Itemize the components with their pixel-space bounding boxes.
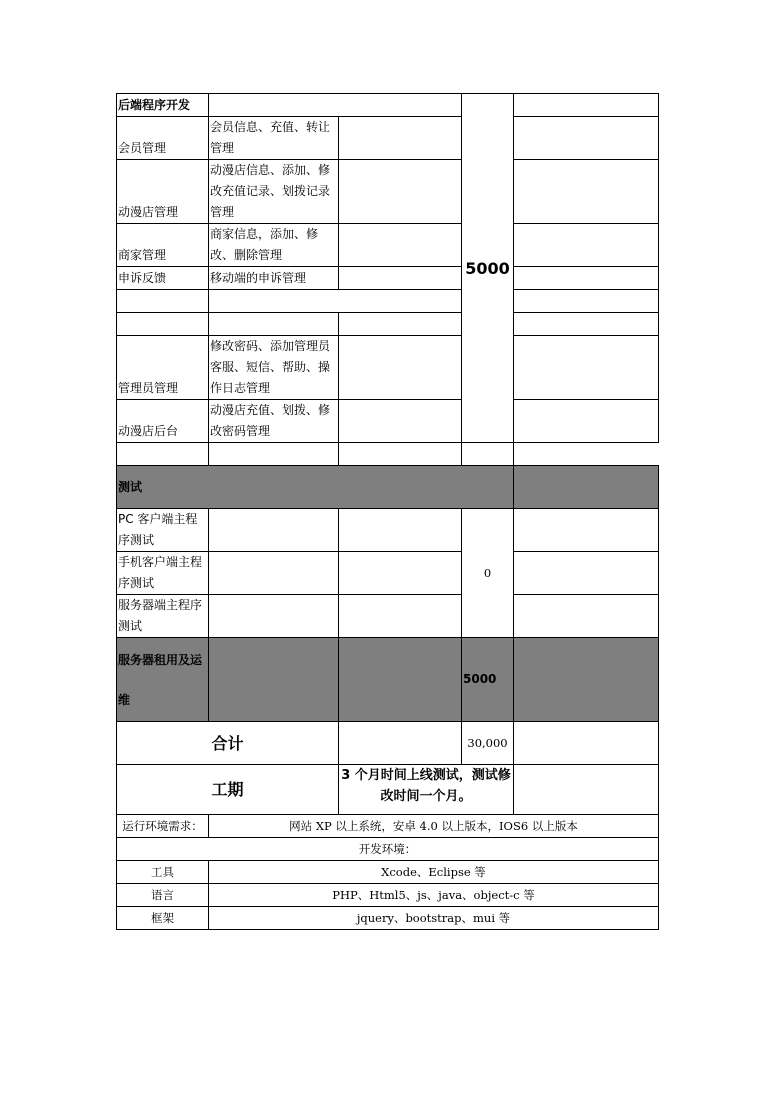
env-value: jquery、bootstrap、mui 等	[209, 907, 659, 930]
duration-label: 工期	[117, 765, 339, 815]
table-row	[117, 861, 659, 884]
item-name: 会员管理	[117, 117, 209, 160]
dev-env-label: 开发环境：	[117, 838, 659, 861]
env-label: 工具	[117, 861, 209, 884]
total-label: 合计	[117, 722, 339, 765]
section-price: 0	[462, 509, 514, 638]
table-row	[117, 313, 659, 336]
total-value: 30,000	[462, 722, 514, 765]
table-row	[117, 765, 659, 815]
table-row	[117, 815, 659, 838]
table-row	[117, 466, 659, 509]
section-title: 后端程序开发	[117, 94, 209, 117]
item-detail: 修改密码、添加管理员客服、短信、帮助、操作日志管理	[209, 336, 339, 400]
item-name: 动漫店管理	[117, 160, 209, 224]
item-name: 动漫店后台	[117, 400, 209, 443]
env-label: 框架	[117, 907, 209, 930]
runtime-value: 网站 XP 以上系统，安卓 4.0 以上版本，IOS6 以上版本	[209, 815, 659, 838]
duration-value: 3 个月时间上线测试，测试修改时间一个月。	[339, 765, 514, 815]
env-label: 语言	[117, 884, 209, 907]
table-row	[117, 94, 659, 117]
table-row	[117, 336, 659, 400]
item-detail: 会员信息、充值、转让管理	[209, 117, 339, 160]
env-value: PHP、Html5、js、java、object-c 等	[209, 884, 659, 907]
table-row	[117, 400, 659, 443]
table-row	[117, 838, 659, 861]
item-name: 手机客户端主程序测试	[117, 552, 209, 595]
section-price: 5000	[462, 94, 514, 443]
item-detail: 移动端的申诉管理	[209, 267, 339, 290]
item-detail: 动漫店充值、划拨、修改密码管理	[209, 400, 339, 443]
item-detail: 动漫店信息、添加、修改充值记录、划拨记录管理	[209, 160, 339, 224]
table-row	[117, 722, 659, 765]
table-row	[117, 117, 659, 160]
item-name: 管理员管理	[117, 336, 209, 400]
item-name: 服务器端主程序测试	[117, 595, 209, 638]
item-name: 商家管理	[117, 224, 209, 267]
table-row	[117, 595, 659, 638]
table-row	[117, 552, 659, 595]
section-title: 测试	[117, 466, 514, 509]
table-row	[117, 638, 659, 722]
table-row	[117, 160, 659, 224]
quote-table	[116, 93, 659, 930]
runtime-label: 运行环境需求：	[117, 815, 209, 838]
item-detail: 商家信息，添加、修改、删除管理	[209, 224, 339, 267]
table-row	[117, 907, 659, 930]
table-row	[117, 267, 659, 290]
table-row	[117, 224, 659, 267]
table-row	[117, 443, 659, 466]
env-value: Xcode、Eclipse 等	[209, 861, 659, 884]
table-row	[117, 884, 659, 907]
section-title: 服务器租用及运维	[117, 638, 209, 722]
table-row	[117, 509, 659, 552]
item-name: 申诉反馈	[117, 267, 209, 290]
section-price: 5000	[462, 638, 514, 722]
item-name: PC 客户端主程序测试	[117, 509, 209, 552]
table-row	[117, 290, 659, 313]
